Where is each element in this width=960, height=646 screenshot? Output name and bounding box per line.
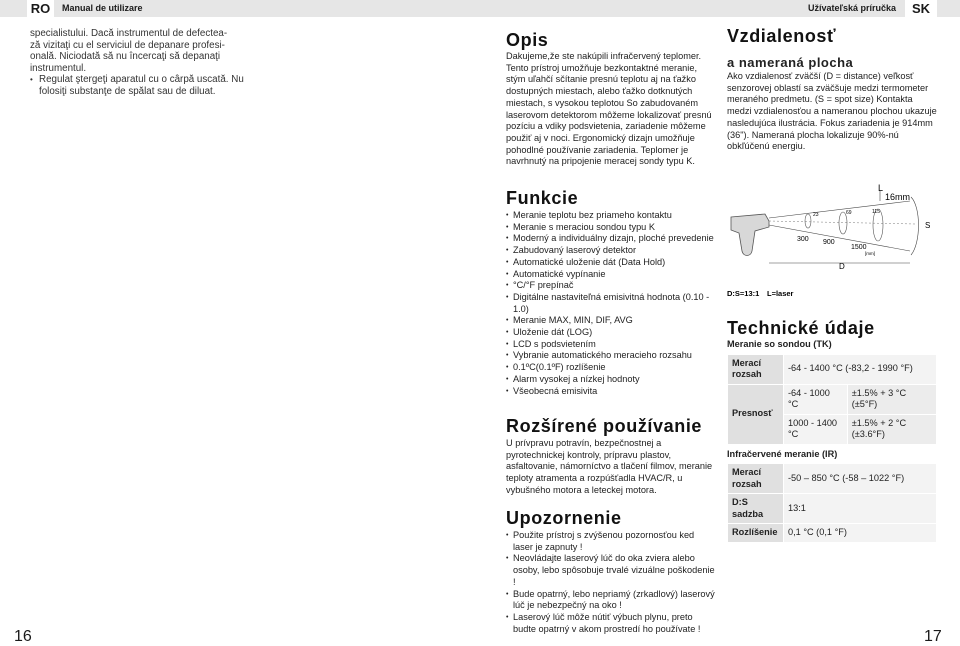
- table-value: -50 – 850 °C (-58 – 1022 °F): [784, 464, 937, 494]
- table-key: D:S sadzba: [728, 494, 784, 524]
- vzdialenost-section: [727, 28, 937, 153]
- ro-line: instrumentul.: [30, 62, 87, 74]
- ratio-label: D:S=13:1: [727, 289, 760, 298]
- list-item: • Alarm vysokej a nízkej hodnoty: [506, 374, 716, 386]
- ro-text-block: [30, 28, 258, 98]
- list-item: • Meranie s meraciou sondou typu K: [506, 222, 716, 234]
- funkcie-section: [506, 190, 716, 397]
- left-header-title: Manual de utilizare: [62, 3, 143, 13]
- table-value: ±1.5% + 3 °C (±5°F): [847, 384, 936, 414]
- table-row: [728, 464, 937, 494]
- beam-upper-line: [769, 201, 910, 218]
- technical-heading: [727, 320, 937, 338]
- rozsirene-paragraph: U prívpravu potravín, bezpečnostnej a pyrotechnickej kontroly, prípravu plastov, asfaltovanie, námorníctvo a tlačení filmov, meranie teploty atramenta a rozpúšťadla HVAC/R, u vybušného motora a leteckej motora.: [506, 438, 713, 495]
- ro-line: ză vizitaţi cu el serviciul de depanare profesi-: [30, 39, 225, 51]
- list-item: • Uloženie dát (LOG): [506, 327, 716, 339]
- vzdialenost-subheading: a nameraná plocha: [727, 55, 854, 70]
- distance-label: 900: [823, 239, 835, 246]
- table-value: -64 - 1400 °C (-83,2 - 1990 °F): [784, 354, 937, 384]
- ir-spec-table: [727, 463, 937, 543]
- s-label: S: [925, 221, 931, 230]
- technical-section: [727, 320, 937, 543]
- page-header: [0, 0, 960, 17]
- spot-label: 69: [846, 210, 852, 216]
- l-label: L: [878, 183, 884, 193]
- list-item: • Všeobecná emisivita: [506, 386, 716, 398]
- rozsirene-heading-text: Rozšírené používanie: [506, 416, 703, 436]
- table-row: [728, 494, 937, 524]
- thermometer-icon: [731, 214, 769, 256]
- unit-label: [mm]: [865, 251, 875, 256]
- spot-size-arc: [911, 197, 919, 255]
- list-item: • Vybranie automatického meracieho rozsahu: [506, 350, 716, 362]
- opis-section: [506, 32, 716, 168]
- table-value: 13:1: [784, 494, 937, 524]
- ro-line: specialistului. Dacă instrumentul de defectea-: [30, 28, 228, 39]
- table-value: ±1.5% + 2 °C (±3.6°F): [847, 414, 936, 444]
- opis-paragraph: Dakujeme,že ste nakúpili infračervený teplomer. Tento prístroj umožňuje bezkontaktné meranie, stým uľahčí sčítanie presnú teplotu aj na ťažko dostupných miestach, alebo ťažko dotknutých miestach, s vysokou teplotou So zabudovaném laserovom detektorom môžeme lokalizovať presnú pozíciu a vdiky podsvietenia, zariadenie môžeme použiť aj v noci. Ergonomický dizajn umožňuje pohodlné používanie zariadenia. Teplomer je navrhnutý na pripojenie meracej sondy typu K.: [506, 51, 712, 167]
- list-item: • Neovládajte laserový lúč do oka zviera alebo osoby, lebo spôsobuje trvalé vizuálne poškodenie !: [506, 553, 716, 588]
- list-item: • Meranie teplotu bez priameho kontaktu: [506, 210, 716, 222]
- technical-heading-text: Technické údaje: [727, 318, 875, 338]
- list-item: • Bude opatrný, lebo nepriamý (zrkadlový) laserový lúč je nebezpečný na oko !: [506, 589, 716, 612]
- list-item: • Digitálne nastaviteľná emisivitná hodnota (0.10 - 1.0): [506, 292, 716, 315]
- right-language-tag: SK: [905, 0, 937, 17]
- page-number-right: 17: [924, 628, 942, 645]
- table-key: Merací rozsah: [728, 354, 784, 384]
- list-item: • Automatické vypínanie: [506, 269, 716, 281]
- upozornenie-heading: [506, 510, 716, 528]
- d-label: D: [839, 262, 845, 271]
- diagram-svg: [725, 183, 937, 303]
- list-item: • Zabudovaný laserový detektor: [506, 245, 716, 257]
- table-key: Rozlíšenie: [728, 524, 784, 543]
- distance-label: 300: [797, 236, 809, 243]
- ro-line: onală. Niciodată să nu încercaţi să depanaţi: [30, 51, 221, 63]
- upozornenie-list: [506, 530, 716, 635]
- table-value: 1000 - 1400 °C: [784, 414, 848, 444]
- spot-label: 115: [872, 209, 880, 215]
- probe-title: Meranie so sondou (TK): [727, 339, 832, 349]
- table-key: Merací rozsah: [728, 464, 784, 494]
- list-item: • Meranie MAX, MIN, DIF, AVG: [506, 315, 716, 327]
- table-value: 0,1 °C (0,1 °F): [784, 524, 937, 543]
- spot-label: 23: [813, 212, 819, 218]
- table-row: [728, 354, 937, 384]
- table-key: Presnosť: [728, 384, 784, 444]
- ro-line: folosiţi substanţe de spălat sau de diluat.: [39, 85, 216, 97]
- vzdialenost-heading-text: Vzdialenosť: [727, 26, 837, 46]
- vzdialenost-paragraph: Ako vzdialenosť zväčší (D = distance) veľkosť senzorovej oblastí sa zväčšuje medzi termometer meraného predmetu. (S = spot size) Kontakta medzi vzdialenosťou a nameranou plochou ukazuje nasledujúca ilustrácia. Fokus zariadenia je 914mm (36"). Nameraná plocha lokalizuje 90%-nú obkľúčenú energiu.: [727, 71, 937, 152]
- distance-label: 1500: [851, 244, 867, 251]
- list-item: • LCD s podsvietením: [506, 339, 716, 351]
- funkcie-heading: [506, 190, 716, 208]
- funkcie-list: [506, 210, 716, 397]
- list-item: • Použite prístroj s zvýšenou pozornosťou ked laser je zapnuty !: [506, 530, 716, 553]
- right-header-title: Užívateľská príručka: [807, 3, 896, 13]
- upozornenie-heading-text: Upozornenie: [506, 508, 622, 528]
- table-value: -64 - 1000 °C: [784, 384, 848, 414]
- list-item: • °C/°F prepínač: [506, 280, 716, 292]
- upozornenie-section: [506, 510, 716, 635]
- list-item: • Laserový lúč môže nútiť výbuch plynu, preto budte opatrný v akom prostredí ho používate !: [506, 612, 716, 635]
- probe-spec-table: [727, 354, 937, 445]
- list-item: • 0.1ºC(0.1ºF) rozlíšenie: [506, 362, 716, 374]
- table-row: [728, 384, 937, 414]
- spot-ellipse: [805, 214, 811, 228]
- rozsirene-section: [506, 418, 716, 497]
- funkcie-heading-text: Funkcie: [506, 188, 579, 208]
- ir-title: Infračervené meranie (IR): [727, 448, 838, 459]
- page-number-left: 16: [14, 628, 32, 645]
- size-label: 16mm: [885, 192, 911, 202]
- opis-heading: [506, 32, 716, 50]
- list-item: • Moderný a individuálny dizajn, ploché prevedenie: [506, 233, 716, 245]
- ro-bullet-line: • Regulat ştergeţi aparatul cu o cârpă uscată. Nu: [30, 74, 258, 86]
- left-language-tag: RO: [27, 0, 54, 17]
- laser-line: [769, 221, 915, 224]
- rozsirene-heading: [506, 418, 716, 436]
- vzdialenost-heading: [727, 28, 937, 46]
- list-item: • Automatické uloženie dát (Data Hold): [506, 257, 716, 269]
- laser-label: L=laser: [767, 289, 794, 298]
- distance-spot-diagram: [725, 183, 937, 303]
- opis-heading-text: Opis: [506, 30, 549, 50]
- table-row: [728, 524, 937, 543]
